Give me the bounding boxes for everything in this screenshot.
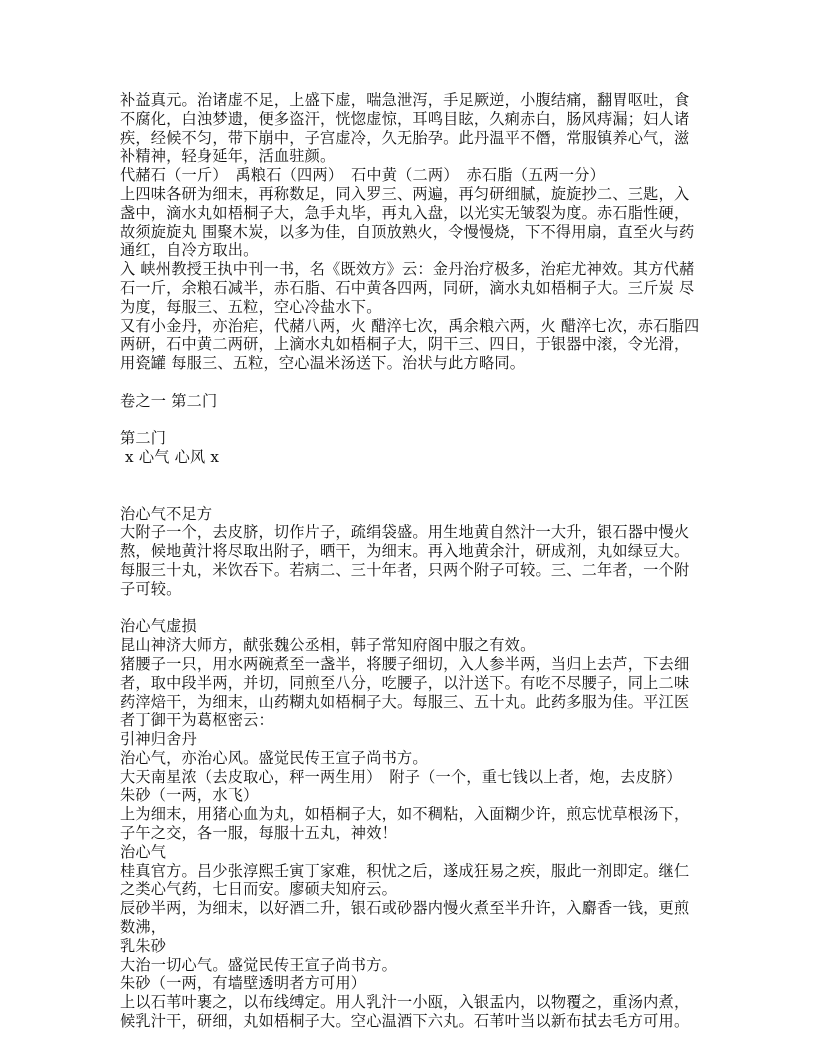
paragraph-preparation: 上四味各研为细末，再称数足，同入罗三、两遍，再匀研细腻，旋旋抄二、三匙，入盏中，滴水丸如梧桐子大，急手丸毕，再丸入盘，以光实无皱裂为度。赤石脂性硬，故须旋旋丸 围聚木炭，以多为佳，自顶放熟火，令慢慢烧，下不得用扇，直至火与药通红，自冷方取出。 [120,184,695,260]
spacer [120,373,700,392]
recipe-title: 乳朱砂 [120,936,167,955]
recipe-body: 大附子一个，去皮脐，切作片子，疏绢袋盛。用生地黄自然汁一大升，银石器中慢火熬，候地黄汁将尽取出附子，晒干，为细末。再入地黄余汁，研成剂，丸如绿豆大。每服三十丸，米饮吞下。若病二、三十年者，只两个附子可较。三、二年者，一个附子可较。 [120,523,690,598]
recipe-title: 引神归舍丹 [120,730,197,749]
ingredient-list: 朱砂（一两，有墙壁透明者方可用） [120,974,367,993]
ingredient-list: 大天南星浓（去皮取心，秤一两生用） 附子（一个，重七钱以上者，炮，去皮脐） 朱砂（一两，水飞） [120,767,690,805]
spacer [120,411,700,430]
recipe-source: 大治一切心气。盛觉民传王宣子尚书方。 [120,955,397,974]
spacer [120,599,700,618]
section-subtitle: x 心气 心风 x [120,448,220,467]
recipe-body: 上以石苇叶裹之，以布线缚定。用人乳汁一小瓯，入银盂内，以物覆之，重汤内煮，候乳汁干，研细，丸如梧桐子大。空心温酒下六丸。石苇叶当以新布拭去毛方可用。 [120,993,690,1031]
recipe-body: 上为细末，用猪心血为丸，如梧桐子大，如不稠粘，入面糊少许，煎忘忧草根汤下，子午之交，各一服，每服十五丸，神效！ [120,805,690,843]
recipe-body: 辰砂半两，为细末，以好酒二升，银石或砂器内慢火煮至半升许，入麝香一钱，更煎数沸， [120,899,690,937]
document-page [120,91,700,1031]
recipe-title: 治心气不足方 [120,504,213,523]
recipe-title: 治心气 [120,842,167,861]
recipe-body: 猪腰子一只，用水两碗煮至一盏半，将腰子细切，入人参半两，当归上去芦，下去细者，取中段半两，并切，同煎至八分，吃腰子，以汁送下。有吃不尽腰子，同上二味药滓焙干，为细末，山药糊丸如梧桐子大。每服三、五十丸。此药多服为佳。平江医者丁御干为葛枢密云： [120,654,690,730]
paragraph-variant-recipe: 又有小金丹，亦治疟，代赭八两，火 醋淬七次，禹余粮六两，火 醋淬七次，赤石脂四两研，石中黄二两研，上滴水丸如梧桐子大，阴干三、四日，于银器中滚，令光滑，用瓷罐 每服三、五粒，空心温米汤送下。治状与此方略同。 [120,316,700,373]
paragraph-citation: 入 峡州教授王执中刊一书，名《既效方》云：金丹治疗极多，治疟尤神效。其方代赭石一斤，余粮石减半，赤石脂、石中黄各四两，同研，滴水丸如梧桐子大。三斤炭 尽为度，每服三、五粒，空心冷盐水下。 [120,260,695,316]
spacer [120,467,700,505]
recipe-source: 昆山神济大师方，献张魏公丞相，韩子常知府阁中服之有效。 [120,636,536,655]
paragraph-intro-benefits: 补益真元。治诸虚不足，上盛下虚，喘急泄泻，手足厥逆，小腹结痛，翻胃呕吐，食不腐化，白浊梦遗，便多盗汗，恍惚虚惊，耳鸣目眩，久痢赤白，肠风痔漏；妇人诸疾，经候不匀，带下崩中，子宫虚冷，久无胎孕。此丹温平不僭，常服镇养心气，滋补精神，轻身延年，活血驻颜。 [120,91,690,166]
recipe-source: 桂真官方。吕少张淳熙壬寅丁家难，积忧之后，遂成狂易之疾，服此一剂即定。继仁之类心气药，七日而安。廖硕夫知府云。 [120,861,690,899]
recipe-title: 治心气虚损 [120,617,197,636]
section-heading: 第二门 [120,429,167,448]
chapter-heading: 卷之一 第二门 [120,391,218,410]
ingredient-list: 代赭石（一斤） 禹粮石（四两） 石中黄（二两） 赤石脂（五两一分） [120,166,605,185]
recipe-source: 治心气，亦治心风。盛觉民传王宣子尚书方。 [120,748,428,767]
